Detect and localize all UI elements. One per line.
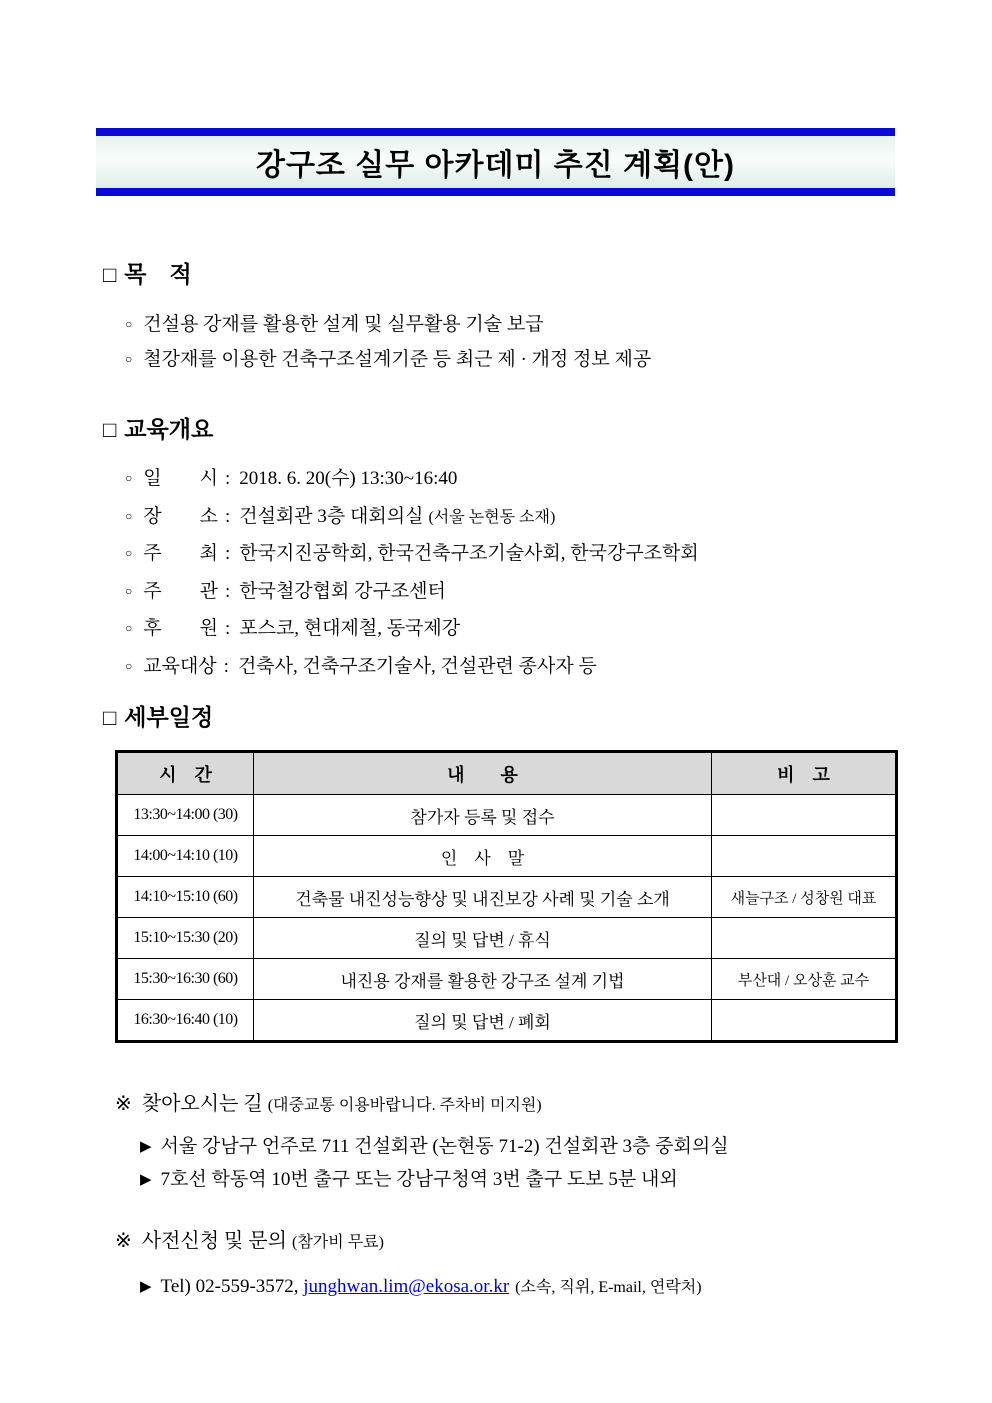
overview-item-datetime [103,461,903,499]
cell-remark [712,836,897,877]
col-header-content: 내 용 [254,752,712,795]
circle-bullet-icon: ○ [125,546,133,560]
triangle-bullet-icon: ▶ [140,1279,152,1295]
overview-list [103,461,903,686]
cell-content: 건축물 내진성능향상 및 내진보강 사례 및 기술 소개 [254,877,712,918]
overview-item-organizer [103,574,903,612]
section-schedule [103,701,903,1043]
section-overview-title: 교육개요 [124,416,214,442]
schedule-table [115,750,898,1043]
cell-content: 내진용 강재를 활용한 강구조 설계 기법 [254,959,712,1000]
square-checkbox-icon: □ [103,417,117,442]
overview-value: 한국철강협회 강구조센터 [239,580,446,602]
cell-content: 참가자 등록 및 접수 [254,795,712,836]
section-purpose-heading [103,258,903,291]
colon-separator: : [224,543,231,564]
cell-time: 15:10~15:30 (20) [117,918,254,959]
tel-number: Tel) 02-559-3572, [160,1276,299,1297]
overview-note: (서울 논현동 소재) [428,508,556,526]
registration-title: 사전신청 및 문의 [141,1230,288,1252]
overview-item-place [103,499,903,537]
circle-bullet-icon: ○ [125,508,133,523]
circle-bullet-icon: ○ [125,658,133,673]
cell-remark [712,918,897,959]
cell-time: 14:00~14:10 (10) [117,836,254,877]
triangle-bullet-icon: ▶ [140,1139,152,1155]
contact-line [140,1272,915,1303]
cell-remark [712,795,897,836]
colon-separator: : [223,655,229,677]
colon-separator: : [224,505,231,527]
banner-bottom-bar [96,188,895,196]
overview-label: 주 관 [143,580,218,602]
overview-value: 건축사, 건축구조기술사, 건설관련 종사자 등 [237,655,597,677]
contact-suffix: (소속, 직위, E-mail, 연락처) [515,1279,702,1296]
overview-item-host [103,536,903,574]
purpose-item-text: 건설용 강재를 활용한 설계 및 실무활용 기술 보급 [143,314,544,335]
table-row [117,795,897,836]
cell-content: 인 사 말 [254,836,712,877]
reference-mark-icon: ※ [115,1230,132,1252]
overview-label: 후 원 [143,618,218,639]
section-overview [103,413,903,686]
registration-title-line [115,1226,915,1258]
cell-remark: 부산대 / 오상훈 교수 [712,959,897,1000]
directions-item-text: 서울 강남구 언주로 711 건설회관 (논현동 71-2) 건설회관 3층 중회의실 [160,1136,729,1157]
cell-content: 질의 및 답변 / 휴식 [254,918,712,959]
overview-value: 2018. 6. 20(수) 13:30~16:40 [239,468,458,489]
overview-item-sponsor [103,611,903,649]
triangle-bullet-icon: ▶ [140,1172,152,1188]
title-banner [96,128,895,196]
directions-subtitle: (대중교통 이용바랍니다. 주차비 미지원) [267,1097,542,1114]
overview-value: 포스코, 현대제철, 동국제강 [239,618,461,639]
list-item [103,308,903,343]
cell-remark [712,1000,897,1042]
circle-bullet-icon: ○ [125,317,133,331]
page-title: 강구조 실무 아카데미 추진 계획(안) [255,149,736,182]
overview-value: 한국지진공학회, 한국건축구조기술사회, 한국강구조학회 [239,543,699,564]
circle-bullet-icon: ○ [125,621,133,635]
section-purpose [103,258,903,378]
email-link[interactable]: junghwan.lim@ekosa.or.kr [303,1276,510,1297]
directions-title: 찾아오시는 길 [141,1093,263,1115]
section-overview-heading [103,413,903,446]
table-row [117,1000,897,1042]
directions-note [115,1089,915,1197]
overview-label: 일 시 [143,468,218,489]
registration-subtitle: (참가비 무료) [292,1234,384,1251]
circle-bullet-icon: ○ [125,471,133,485]
overview-label: 장 소 [143,505,218,527]
section-schedule-heading [103,701,903,734]
colon-separator: : [224,580,231,602]
cell-remark: 새늘구조 / 성창원 대표 [712,877,897,918]
overview-label: 교육대상 [143,655,217,677]
col-header-remark: 비 고 [712,752,897,795]
colon-separator: : [224,618,231,639]
list-item [103,343,903,378]
list-item [140,1131,915,1164]
purpose-item-text: 철강재를 이용한 건축구조설계기준 등 최근 제 · 개정 정보 제공 [143,349,652,370]
directions-title-line [115,1089,915,1121]
cell-time: 14:10~15:10 (60) [117,877,254,918]
col-header-time: 시 간 [117,752,254,795]
circle-bullet-icon: ○ [125,583,133,598]
directions-item-text: 7호선 학동역 10번 출구 또는 강남구청역 3번 출구 도보 5분 내외 [160,1169,678,1190]
directions-list [115,1131,915,1197]
square-checkbox-icon: □ [103,262,117,287]
cell-content: 질의 및 답변 / 폐회 [254,1000,712,1042]
list-item [140,1164,915,1197]
registration-note [115,1226,915,1303]
table-row [117,836,897,877]
table-header-row [117,752,897,795]
table-row [117,918,897,959]
overview-item-audience [103,649,903,687]
overview-value: 건설회관 3층 대회의실 [239,505,424,527]
cell-time: 13:30~14:00 (30) [117,795,254,836]
overview-label: 주 최 [143,543,218,564]
table-row [117,959,897,1000]
cell-time: 16:30~16:40 (10) [117,1000,254,1042]
section-purpose-title: 목 적 [124,261,192,287]
banner-top-bar [96,128,895,136]
colon-separator: : [224,468,231,489]
section-schedule-title: 세부일정 [124,704,214,730]
table-row [117,877,897,918]
cell-time: 15:30~16:30 (60) [117,959,254,1000]
circle-bullet-icon: ○ [125,352,133,366]
square-checkbox-icon: □ [103,705,117,730]
banner-body [96,136,895,188]
purpose-list [103,308,903,378]
reference-mark-icon: ※ [115,1093,132,1115]
